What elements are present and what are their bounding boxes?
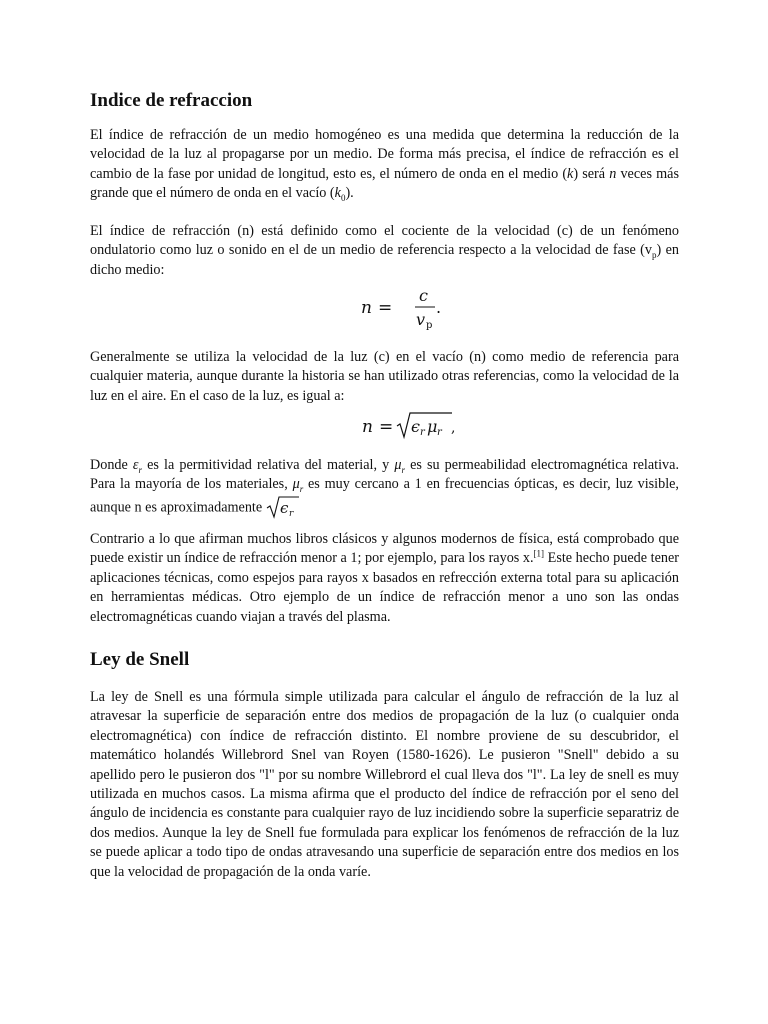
paragraph-snell-law: La ley de Snell es una fórmula simple utilizada para calcular el ángulo de refracción de la luz al atravesar la superficie de separación entre dos medios de propagación de la luz (o cualquier onda electromagnética) con índice de refracción distinto. El nombre proviene de su descubridor, el matemático holandés Willebrord Snel van Royen (1580-1626). Le pusieron "Snell" debido a su apellido pero le pusieron dos "l" por su nombre Willebrord el cual lleva dos "l". La ley de snell es muy utilizada en muchos casos. La misma afirma que el producto del índice de refracción por el seno del ángulo de incidencia es constante para cualquier rayo de luz incidiendo sobre la superficie separatriz de dos medios. Aunque la ley de Snell fue formulada para explicar los fenómenos de refracción de la luz se puede aplicar a todo tipo de ondas atravesando una superficie de separación entre dos medios en los que la velocidad de propagación de la onda varíe. [90, 689, 679, 880]
equation-refractive-index [90, 283, 679, 333]
section-heading-snell: Ley de Snell [90, 649, 190, 670]
eq2-epsilon: ϵ [411, 417, 420, 436]
svg-text:ϵ: ϵ [279, 498, 289, 517]
eq2-equals: = [379, 417, 394, 437]
eq1-numerator: c [419, 286, 428, 305]
eq2-lhs: n [362, 417, 373, 437]
citation-link[interactable]: [1] [533, 548, 545, 559]
svg-text:r: r [288, 508, 294, 519]
eq1-equals: = [378, 298, 393, 318]
eq2-mu: μ [427, 417, 438, 436]
eq1-denominator: v [416, 310, 426, 329]
eq1-period: . [436, 298, 442, 317]
paragraph-definition: El índice de refracción de un medio homogéneo es una medida que determina la reducción de la velocidad de la luz al propagarse por un medio. De forma más precisa, el índice de refracción es el cambio de la fase por unidad de longitud, esto es, el número de onda en el medio (k) será n veces más grande que el número de onda en el vacío $(k_0)$. [90, 127, 679, 204]
eq2-epsilon-sub: r [420, 427, 425, 438]
paragraph-reference-medium: Generalmente se utiliza la velocidad de la luz (c) en el vacío (n) como medio de referencia para cualquier materia, aunque durante la historia se han utilizado otras referencias, como la velocidad de la luz en el aire. En el caso de la luz, es igual a: [90, 349, 679, 404]
equation-2-graphic [90, 410, 679, 442]
eq2-mu-sub: r [437, 427, 442, 438]
eq2-comma: , [451, 420, 456, 436]
paragraph-permittivity: Donde $\varepsilon_r$ es la permitividad relativa del material, y $\mu_r$ es su permeabilidad electromagnética relativa. Para la mayoría de los materiales, $\mu_r$ es muy cercano a 1 en frecuencias ópticas, es decir, luz visible, aunque n es aproximadamente ϵ r [90, 456, 679, 521]
equation-1-graphic [90, 283, 679, 333]
eq1-lhs: n [361, 298, 372, 318]
paragraph-xray: Contrario a lo que afirman muchos libros clásicos y algunos modernos de física, está comprobado que puede existir un índice de refracción menor a 1; por ejemplo, para los rayos x.[1] Este hecho puede tener aplicaciones técnicas, como espejos para rayos x basados en refrección externa total para su aplicación en herramientas médicas. Otro ejemplo de un índice de refracción menor a uno son las ondas electromagnéticas cuando viajan a través del plasma. [90, 531, 679, 625]
eq1-denominator-sub: p [426, 320, 433, 331]
inline-sqrt-epsilon [266, 495, 300, 521]
paragraph-quotient: El índice de refracción (n) está definido como el cociente de la velocidad (c) de un fenómeno ondulatorio como luz o sonido en el de un medio de referencia respecto a la velocidad de fase $(v_p)$ en dicho medio: [90, 223, 679, 278]
section-heading-indice: Indice de refraccion [90, 90, 253, 111]
equation-sqrt-eps-mu [90, 410, 679, 442]
